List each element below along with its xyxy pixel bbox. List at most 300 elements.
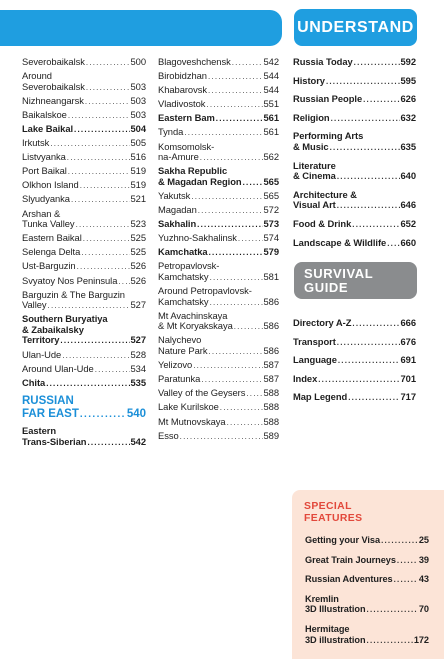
dot-leader [337, 201, 400, 212]
page-number: 586 [263, 345, 279, 357]
toc-entry-barguzin-the-barguzin-valley[interactable] [22, 290, 146, 312]
entry-title: Svyatoy Nos Peninsula [22, 274, 118, 286]
toc-entry-russian-people[interactable] [293, 94, 416, 106]
toc-entry-yelizovo[interactable] [158, 360, 279, 372]
page-number: 586 [263, 295, 279, 307]
entry-leader-row [22, 194, 146, 206]
dot-leader [367, 636, 413, 647]
page-number: 526 [130, 274, 146, 286]
page-number: 43 [418, 574, 429, 585]
entry-title: Map Legend [293, 391, 348, 403]
page-number: 544 [263, 70, 279, 82]
toc-entry-slyudyanka[interactable] [22, 194, 146, 206]
entry-title: Getting your Visa [305, 535, 381, 545]
page-number: 676 [400, 335, 416, 347]
toc-entry-olkhon-island[interactable] [22, 180, 146, 192]
entry-title: Magadan [158, 204, 197, 216]
entry-title: Yakutsk [158, 189, 191, 201]
entry-title: Irkutsk [22, 137, 50, 149]
toc-entry-architecture-visual-art[interactable] [293, 190, 416, 212]
entry-leader-row [158, 191, 279, 203]
entry-leader-row [158, 177, 279, 189]
entry-leader-row [22, 110, 146, 122]
entry-text-line: Komsomolsk- [158, 140, 215, 152]
entry-leader-row [158, 374, 279, 386]
entry-leader-row [22, 233, 146, 245]
dot-leader [208, 347, 262, 358]
entry-title: History [293, 74, 325, 86]
page-number: 691 [400, 354, 416, 366]
understand-tab[interactable] [294, 9, 417, 46]
page-number: 504 [130, 122, 146, 134]
entry-title: Birobidzhan [158, 70, 207, 82]
entry-leader-row [158, 297, 279, 309]
dot-leader [216, 114, 263, 125]
page-number: 172 [413, 634, 429, 645]
dot-leader [337, 172, 400, 183]
toc-entry-sakhalin[interactable] [158, 219, 279, 231]
dot-leader [95, 365, 130, 376]
dot-leader [206, 100, 262, 111]
page-number: 592 [400, 56, 416, 67]
entry-leader-row [158, 127, 279, 139]
entry-title: Great Train Journeys [305, 554, 396, 565]
page-number: 505 [130, 137, 146, 149]
toc-entry-svyatoy-nos-peninsula[interactable] [22, 276, 146, 288]
survival-tab-line-2: GUIDE [304, 279, 349, 295]
entry-leader-row [158, 321, 279, 333]
page-number: 595 [400, 74, 416, 86]
dot-leader [87, 438, 129, 449]
dot-leader [68, 167, 130, 178]
special-title-line-2: FEATURES [304, 512, 363, 524]
toc-entry-selenga-delta[interactable] [22, 247, 146, 259]
russian-far-east-heading[interactable] [22, 395, 146, 421]
dot-leader [85, 97, 130, 108]
page-number: 503 [130, 80, 146, 92]
toc-entry-baikalskoe[interactable] [22, 110, 146, 122]
dot-leader [352, 319, 399, 330]
entry-title: Trans-Siberian [22, 435, 87, 447]
dot-leader [220, 403, 263, 414]
toc-entry-petropavlovsk-kamchatsky[interactable] [158, 261, 279, 283]
understand-list [293, 57, 416, 256]
page-number: 519 [130, 165, 146, 177]
toc-entry-russia-today[interactable] [293, 57, 416, 69]
page-number: 589 [263, 429, 279, 441]
page-number: 527 [130, 334, 146, 346]
entry-title: Kamchatka [158, 246, 208, 258]
toc-entry-mt-avachinskaya-mt-koryakskaya[interactable] [158, 311, 279, 333]
toc-entry-ust-barguzin[interactable] [22, 261, 146, 273]
toc-entry-eastern-baikal[interactable] [22, 233, 146, 245]
toc-entry-valley-of-the-geysers[interactable] [158, 388, 279, 400]
entry-title: Valley [22, 299, 47, 311]
entry-leader-row [158, 71, 279, 83]
entry-leader-row [293, 318, 416, 330]
dot-leader [330, 143, 400, 154]
entry-leader-row [22, 57, 146, 69]
entry-title: Nizhneangarsk [22, 94, 84, 106]
entry-title: & Cinema [293, 170, 336, 182]
entry-title: Russia Today [293, 56, 353, 67]
dot-leader [81, 248, 129, 259]
dot-leader [80, 181, 130, 192]
entry-text-line: Nalychevo [158, 334, 202, 346]
entry-text-line: Literature [293, 159, 336, 171]
survival-guide-tab[interactable] [294, 262, 417, 299]
dot-leader [80, 408, 126, 421]
entry-title: Yuzhno-Sakhalinsk [158, 232, 237, 244]
entry-text-line: Around [22, 70, 52, 82]
entry-title: Valley of the Geysers [158, 387, 246, 399]
toc-entry-map-legend[interactable] [293, 392, 416, 404]
dot-leader [354, 58, 400, 69]
dot-leader [198, 206, 263, 217]
entry-leader-row [293, 238, 416, 250]
page-number: 581 [263, 271, 279, 282]
toc-entry-around-severobaikalsk[interactable] [22, 71, 146, 93]
toc-entry-tynda[interactable] [158, 127, 279, 139]
dot-leader [209, 248, 263, 259]
dot-leader [210, 298, 263, 309]
dot-leader [243, 178, 263, 189]
entry-leader-row [22, 335, 146, 347]
dot-leader [234, 322, 263, 333]
dot-leader [86, 58, 130, 69]
entry-title: Index [293, 372, 318, 384]
entry-title: Severobaikalsk [22, 56, 85, 67]
dot-leader [208, 72, 263, 83]
entry-title: 3D illustration [305, 634, 366, 645]
entry-leader-row [22, 437, 146, 449]
page-number: 535 [130, 376, 146, 388]
dot-leader [397, 556, 418, 567]
entry-leader-row [158, 233, 279, 245]
dot-leader [60, 336, 129, 347]
toc-entry-yakutsk[interactable] [158, 191, 279, 203]
entry-title: Vladivostok [158, 98, 206, 110]
entry-text-line: Around Petropavlovsk- [158, 285, 252, 297]
page-number: 551 [263, 98, 279, 110]
toc-entry-around-ulan-ude[interactable] [22, 364, 146, 376]
toc-entry-esso[interactable] [158, 431, 279, 443]
entry-leader-row [305, 535, 429, 547]
page-number: 586 [263, 320, 279, 332]
toc-entry-sakha-republic-magadan-region[interactable] [158, 166, 279, 188]
page-number: 588 [263, 387, 279, 399]
dot-leader [118, 277, 129, 288]
dot-leader [71, 195, 130, 206]
entry-leader-row [293, 374, 416, 386]
toc-entry-vladivostok[interactable] [158, 99, 279, 111]
entry-leader-row [158, 99, 279, 111]
entry-leader-row [22, 96, 146, 108]
survival-guide-list [293, 318, 416, 411]
entry-leader-row [158, 417, 279, 429]
entry-leader-row [22, 82, 146, 94]
entry-leader-row [305, 635, 429, 647]
page-number: 523 [130, 218, 146, 230]
entry-title: Mt Mutnovskaya [158, 415, 226, 427]
toc-entry-transport[interactable] [293, 337, 416, 349]
entry-text-line: Petropavlovsk- [158, 260, 220, 272]
entry-title: Landscape & Wildlife [293, 236, 387, 248]
entry-leader-row [293, 200, 416, 212]
entry-title: Lake Baikal [22, 122, 74, 134]
page-number: 587 [263, 359, 279, 371]
toc-entry-lake-kurilskoe[interactable] [158, 402, 279, 414]
toc-entry-arshan-tunka-valley[interactable] [22, 209, 146, 231]
toc-entry-birobidzhan[interactable] [158, 71, 279, 83]
dot-leader [208, 86, 262, 97]
page-number: 534 [130, 362, 146, 374]
page-number: 666 [400, 317, 416, 328]
dot-leader [191, 192, 262, 203]
entry-leader-row [22, 247, 146, 259]
page-number: 528 [130, 348, 146, 360]
entry-leader-row [22, 378, 146, 390]
toc-entry-yuzhno-sakhalinsk[interactable] [158, 233, 279, 245]
dot-leader [338, 356, 400, 367]
toc-entry-kamchatka[interactable] [158, 247, 279, 259]
toc-entry-index[interactable] [293, 374, 416, 386]
entry-leader-row [22, 166, 146, 178]
entry-leader-row [158, 272, 279, 284]
toc-entry-magadan[interactable] [158, 205, 279, 217]
dot-leader [232, 58, 263, 69]
entry-leader-row [22, 408, 146, 421]
entry-leader-row [293, 57, 416, 69]
entry-title: Khabarovsk [158, 84, 208, 96]
dot-leader [180, 432, 263, 443]
entry-leader-row [22, 124, 146, 136]
entry-leader-row [293, 392, 416, 404]
page-number: 503 [130, 108, 146, 120]
toc-entry-komsomolsk-na-amure[interactable] [158, 142, 279, 164]
entry-leader-row [22, 364, 146, 376]
entry-leader-row [293, 355, 416, 367]
toc-entry-irkutsk[interactable] [22, 138, 146, 150]
toc-entry-nalychevo-nature-park[interactable] [158, 335, 279, 357]
page-number: 562 [263, 151, 279, 163]
entry-title: Russian People [293, 93, 363, 105]
entry-leader-row [293, 142, 416, 154]
dot-leader [184, 128, 262, 139]
page-number: 717 [400, 391, 416, 403]
entry-title: Transport [293, 335, 336, 347]
toc-entry-ulan-ude[interactable] [22, 350, 146, 362]
toc-entry-nizhneangarsk[interactable] [22, 96, 146, 108]
page-number: 587 [263, 373, 279, 385]
page-number: 521 [130, 193, 146, 205]
entry-leader-row [158, 247, 279, 259]
dot-leader [62, 351, 129, 362]
entry-title: Language [293, 354, 337, 366]
page-number: 542 [263, 56, 279, 67]
entry-title: Ust-Barguzin [22, 260, 76, 272]
dot-leader [68, 111, 130, 122]
page-number: 701 [400, 372, 416, 384]
toc-entry-eastern-bam[interactable] [158, 113, 279, 125]
entry-leader-row [158, 402, 279, 414]
page-number: 516 [130, 151, 146, 163]
entry-text-line: Performing Arts [293, 130, 364, 142]
entry-text-line: Kremlin [305, 593, 339, 604]
dot-leader [246, 389, 262, 400]
dot-leader [367, 605, 418, 616]
page-number: 660 [400, 236, 416, 248]
entry-text-line: Architecture & [293, 188, 357, 200]
toc-entry-chita[interactable] [22, 378, 146, 390]
toc-entry-mt-mutnovskaya[interactable] [158, 417, 279, 429]
entry-title: 3D Illustration [305, 604, 366, 615]
special-features-title [304, 501, 362, 524]
entry-text-line: RUSSIAN [22, 395, 74, 408]
eastern-trans-siberian-entry[interactable] [22, 426, 146, 448]
toc-entry-lake-baikal[interactable] [22, 124, 146, 136]
toc-entry-port-baikal[interactable] [22, 166, 146, 178]
dot-leader [201, 375, 262, 386]
entry-title: Port Baikal [22, 165, 67, 177]
page-number: 500 [130, 56, 146, 67]
toc-column-left [22, 57, 146, 451]
entry-title: Territory [22, 334, 60, 346]
page-number: 39 [418, 554, 429, 565]
entry-leader-row [305, 604, 429, 616]
dot-leader [76, 220, 130, 231]
entry-leader-row [293, 171, 416, 183]
page-number: 526 [130, 260, 146, 272]
dot-leader [352, 220, 399, 231]
toc-entry-history[interactable] [293, 76, 416, 88]
toc-entry-paratunka[interactable] [158, 374, 279, 386]
entry-leader-row [158, 388, 279, 400]
dot-leader [74, 125, 129, 136]
entry-leader-row [22, 219, 146, 231]
toc-entry-kremlin-3d-illustration[interactable] [305, 594, 429, 616]
page-number: 635 [400, 140, 416, 152]
dot-leader [77, 262, 130, 273]
toc-entry-performing-arts-music[interactable] [293, 131, 416, 153]
toc-entry-russian-adventures[interactable] [305, 574, 429, 586]
dot-leader [394, 575, 418, 586]
entry-title: Listvyanka [22, 151, 66, 163]
toc-entry-southern-buryatiya-zabaikalsky-territory[interactable] [22, 314, 146, 347]
toc-entry-directory-a-z[interactable] [293, 318, 416, 330]
toc-entry-language[interactable] [293, 355, 416, 367]
toc-entry-khabarovsk[interactable] [158, 85, 279, 97]
page-number: 652 [400, 217, 416, 229]
page-number: 588 [263, 401, 279, 413]
entry-title: Ulan-Ude [22, 348, 62, 360]
toc-entry-listvyanka[interactable] [22, 152, 146, 164]
dot-leader [200, 153, 263, 164]
entry-text-line: & Zabaikalsky [22, 323, 84, 335]
page-number: 640 [400, 170, 416, 182]
special-title-line-1: SPECIAL [304, 501, 352, 512]
toc-entry-food-drink[interactable] [293, 219, 416, 231]
entry-leader-row [158, 360, 279, 372]
special-features-box [292, 490, 444, 659]
dot-leader [381, 536, 418, 547]
entry-leader-row [293, 219, 416, 231]
toc-entry-getting-your-visa[interactable] [305, 535, 429, 547]
page-number: 525 [130, 246, 146, 258]
toc-entry-around-petropavlovsk-kamchatsky[interactable] [158, 286, 279, 308]
entry-title: & Mt Koryakskaya [158, 320, 233, 332]
page-number: 544 [263, 84, 279, 96]
page-number: 573 [263, 218, 279, 230]
dot-leader [67, 153, 130, 164]
entry-title: Tynda [158, 126, 184, 138]
entry-title: Blagoveshchensk [158, 56, 231, 67]
entry-leader-row [293, 76, 416, 88]
entry-title: Paratunka [158, 373, 201, 385]
dot-leader [348, 393, 399, 404]
entry-leader-row [158, 85, 279, 97]
entry-title: Tunka Valley [22, 218, 75, 230]
toc-entry-severobaikalsk[interactable] [22, 57, 146, 69]
dot-leader [326, 77, 400, 88]
toc-entry-religion[interactable] [293, 113, 416, 125]
entry-leader-row [158, 219, 279, 231]
entry-leader-row [22, 300, 146, 312]
entry-title: Eastern Baikal [22, 232, 82, 244]
dot-leader [46, 379, 129, 390]
dot-leader [83, 234, 130, 245]
toc-entry-literature-cinema[interactable] [293, 161, 416, 183]
page-number: 542 [130, 435, 146, 447]
entry-leader-row [305, 555, 429, 567]
page-number: 626 [400, 93, 416, 105]
entry-leader-row [22, 261, 146, 273]
page-number: 25 [418, 535, 429, 545]
dot-leader [363, 95, 399, 106]
dot-leader [387, 239, 399, 250]
entry-leader-row [293, 337, 416, 349]
survival-tab-line-1: SURVIVAL [304, 265, 374, 281]
page-number: 646 [400, 199, 416, 211]
entry-leader-row [158, 346, 279, 358]
toc-column-middle [158, 57, 279, 445]
entry-title: Food & Drink [293, 217, 352, 229]
page-number: 525 [130, 232, 146, 244]
page-number: 561 [263, 126, 279, 138]
entry-title: Eastern Bam [158, 112, 215, 124]
dot-leader [197, 220, 262, 231]
dot-leader [337, 338, 400, 349]
toc-entry-hermitage-3d-illustration[interactable] [305, 624, 429, 646]
toc-entry-landscape-wildlife[interactable] [293, 238, 416, 250]
entry-leader-row [158, 57, 279, 69]
dot-leader [48, 301, 130, 312]
entry-leader-row [22, 350, 146, 362]
dot-leader [318, 375, 399, 386]
dot-leader [50, 139, 129, 150]
entry-title: Baikalskoe [22, 108, 67, 120]
far-east-section [22, 395, 146, 448]
entry-title: & Music [293, 140, 329, 152]
entry-title: Lake Kurilskoe [158, 401, 219, 413]
page-number: 579 [263, 246, 279, 258]
dot-leader [86, 83, 130, 94]
entry-text-line: Sakha Republic [158, 165, 228, 177]
toc-entry-blagoveshchensk[interactable] [158, 57, 279, 69]
entry-leader-row [22, 276, 146, 288]
toc-entry-great-train-journeys[interactable] [305, 555, 429, 567]
understand-tab-label: UNDERSTAND [297, 18, 414, 36]
